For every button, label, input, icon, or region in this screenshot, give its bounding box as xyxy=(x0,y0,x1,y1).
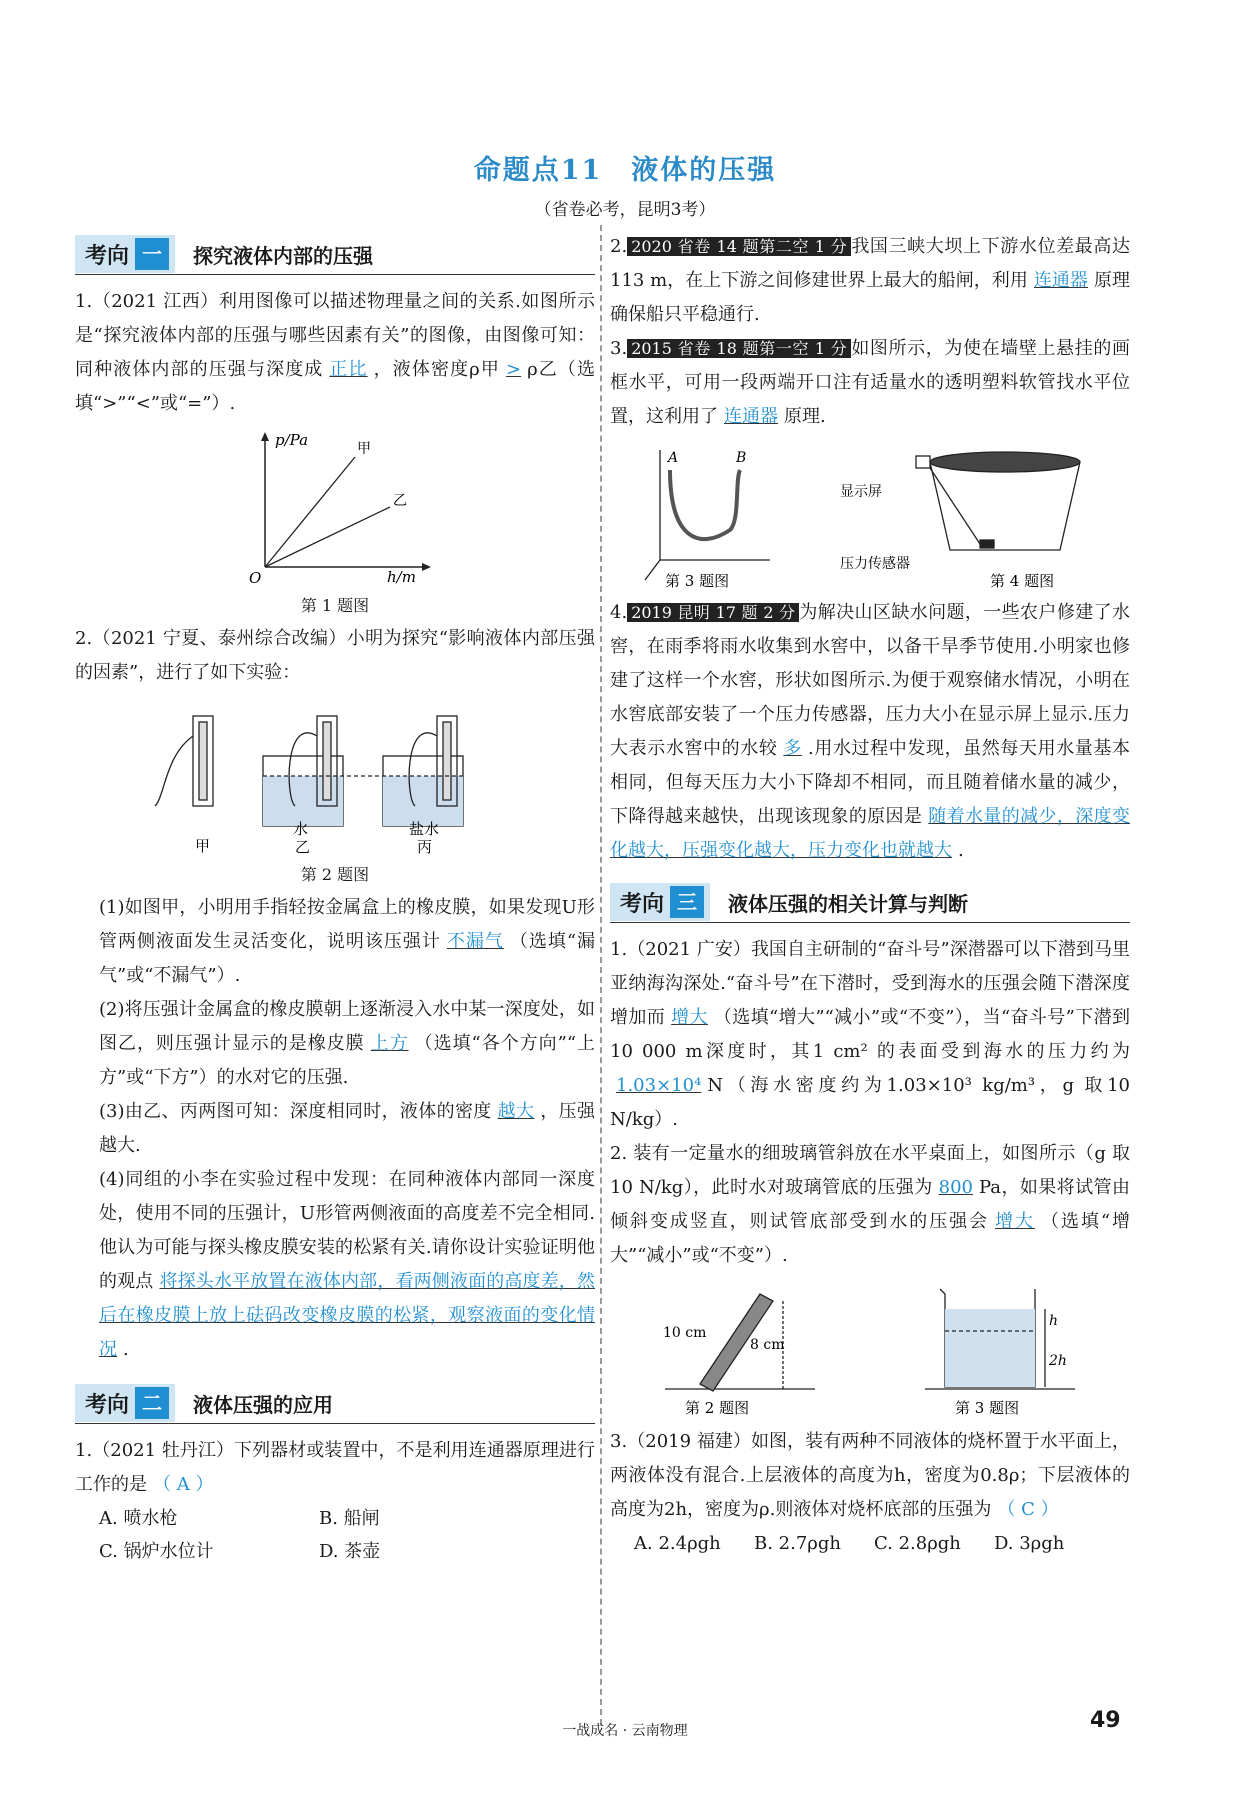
length-label: 10 cm xyxy=(663,1325,707,1341)
page-number: 49 xyxy=(1090,1708,1121,1733)
sensor-label: 压力传感器 xyxy=(840,556,910,572)
answer: > xyxy=(505,359,522,380)
section-header-3 xyxy=(610,882,1130,923)
label-a: A xyxy=(668,450,679,466)
question-3: 1.（2021 牡丹江）下列器材或装置中，不是利用连通器原理进行工作的是 （ A ） xyxy=(75,1440,595,1495)
question-2-part-3: (3)由乙、丙两图可知：深度相同时，液体的密度 越大 ，压强越大. xyxy=(99,1101,596,1156)
x-axis-label: h/m xyxy=(387,568,416,586)
options-row xyxy=(75,1502,595,1535)
answer: 正比 xyxy=(329,359,368,380)
fig-label-c: 丙 xyxy=(417,838,433,856)
answer: （ C ） xyxy=(997,1499,1059,1520)
option-d: D. 3ρgh xyxy=(994,1533,1065,1554)
figure-2 xyxy=(75,696,595,856)
screen-label: 显示屏 xyxy=(840,484,882,500)
answer: 不漏气 xyxy=(446,931,504,952)
figure-caption: 第 3 题图 xyxy=(955,1399,1020,1417)
calc-question-2: 2. 装有一定量水的细玻璃管斜放在水平桌面上，如图所示（g 取10 N/kg），此时水对玻璃管底的压强为 800 Pa，如果将试管由倾斜变成竖直，则试管底部受到水的压强会 增大 （选填“增大”“减小”或“不变”）. xyxy=(610,1143,1131,1266)
section-badge: 考向 三 xyxy=(610,883,710,921)
fig-label-water: 水 xyxy=(293,820,309,838)
pressure-depth-graph xyxy=(235,427,435,587)
question-2-part-1: (1)如图甲，小明用手指轻按金属盒上的橡皮膜，如果发现U形管两侧液面发生灵活变化，说明该压强计 不漏气 （选填“漏气”或“不漏气”）. xyxy=(99,897,596,986)
pressure-gauge-figure xyxy=(145,696,525,856)
fig-label-a: 甲 xyxy=(195,837,211,855)
right-question-2: 2. 2020 省卷 14 题第二空 1 分 我国三峡大坝上下游水位差最高达113 m，在上下游之间修建世界上最大的船闸，利用 连通器 原理确保船只平稳通行. xyxy=(610,236,1131,325)
figure-caption: 第 4 题图 xyxy=(990,572,1055,590)
answer: 越大 xyxy=(497,1101,535,1122)
options-row xyxy=(610,1527,1130,1560)
option-b: B. 2.7ρgh xyxy=(754,1533,841,1554)
answer: 连通器 xyxy=(1033,270,1088,291)
options-row xyxy=(75,1535,595,1568)
height-label: 8 cm xyxy=(750,1337,785,1353)
option-b: B. 船闸 xyxy=(319,1508,380,1529)
answer: 将探头水平放置在液体内部，看两侧液面的高度差，然后在橡皮膜上放上砝码改变橡皮膜的松紧，观察液面的变化情况 xyxy=(99,1271,596,1360)
answer: 增大 xyxy=(671,1007,708,1028)
origin-label: O xyxy=(249,569,262,587)
answer: 1.03×10⁴ xyxy=(616,1075,702,1096)
section-badge: 考向 一 xyxy=(75,235,175,273)
footer-text: 一战成名 · 云南物理 xyxy=(562,1723,688,1739)
figure-caption: 第 1 题图 xyxy=(300,596,370,615)
option-c: C. 锅炉水位计 xyxy=(99,1541,214,1562)
answer: 上方 xyxy=(370,1033,409,1054)
figure-1 xyxy=(75,427,595,587)
figure-3-4 xyxy=(610,440,1130,590)
question-2-part-2: (2)将压强计金属盒的橡皮膜朝上逐渐浸入水中某一深度处，如图乙，则压强计显示的是橡皮膜 上方 （选填“各个方向”“上方”或“下方”）的水对它的压强. xyxy=(99,999,596,1088)
line-a-label: 甲 xyxy=(357,441,371,457)
page-subtitle: （省卷必考，昆明3考） xyxy=(534,200,716,220)
y-axis-label: p/Pa xyxy=(275,431,309,449)
left-column xyxy=(75,230,595,1568)
figure-caption: 第 2 题图 xyxy=(300,865,370,884)
2h-label: 2h xyxy=(1049,1353,1067,1369)
option-c: C. 2.8ρgh xyxy=(874,1533,961,1554)
page-title: 命题点11 液体的压强 xyxy=(473,155,777,186)
option-d: D. 茶壶 xyxy=(319,1541,381,1562)
right-question-3: 3. 2015 省卷 18 题第一空 1 分 如图所示，为使在墙壁上悬挂的画框水平，可用一段两端开口注有适量水的透明塑料软管找水平位置，这利用了 连通器 原理. xyxy=(610,338,1130,427)
figure-caption: 第 2 题图 xyxy=(685,1399,750,1417)
label-b: B xyxy=(736,450,747,466)
calc-question-1: 1.（2021 广安）我国自主研制的“奋斗号”深潜器可以下潜到马里亚纳海沟深处.“奋斗号”在下潜时，受到海水的压强会随下潜深度增加而 增大 （选填“增大”“减小”或“不变”），当“奋斗号”下潜到10 000 m深度时，其1 cm² 的表面受到海水的压力约为1.03×10⁴ N（海水密度约为1.03×10³ kg/m³，g 取10 N/kg）. xyxy=(610,939,1131,1130)
question-2: 2.（2021 宁夏、泰州综合改编）小明为探究“影响液体内部压强的因素”，进行了如下实验： xyxy=(75,628,595,683)
calc-question-3: 3.（2019 福建）如图，装有两种不同液体的烧杯置于水平面上，两液体没有混合.上层液体的高度为h，密度为0.8ρ；下层液体的高度为2h，密度为ρ.则液体对烧杯底部的压强为 （ C ） xyxy=(610,1431,1130,1520)
source-tag: 2019 昆明 17 题 2 分 xyxy=(627,603,799,622)
section-title: 液体压强的相关计算与判断 xyxy=(728,891,969,916)
figure-calc xyxy=(610,1279,1130,1419)
right-question-4: 4. 2019 昆明 17 题 2 分 为解决山区缺水问题，一些农户修建了水窖，在雨季将雨水收集到水窖中，以备干旱季节使用.小明家也修建了这样一个水窖，形状如图所示.为便于观察储水情况，小明在水窖底部安装了一个压力传感器，压力大小在显示屏上显示.压力大表示水窖中的水较 多 .用水过程中发现，虽然每天用水量基本相同，但每天压力大小下降却不相同，而且随着储水量的减少，下降得越来越快，出现该现象的原因是 随着水量的减少，深度变化越大，压强变化越大，压力变化也就越大 . xyxy=(610,602,1130,861)
line-b-label: 乙 xyxy=(393,493,407,509)
option-a: A. 2.4ρgh xyxy=(634,1533,721,1554)
source-tag: 2015 省卷 18 题第一空 1 分 xyxy=(627,339,851,358)
question-1: 1.（2021 江西）利用图像可以描述物理量之间的关系.如图所示是“探究液体内部的压强与哪些因素有关”的图像，由图像可知：同种液体内部的压强与深度成 正比 ，液体密度ρ甲 > ρ乙（选填“>”“<”或“=”）. xyxy=(75,291,595,414)
answer: 连通器 xyxy=(724,406,778,427)
question-2-part-4: (4)同组的小李在实验过程中发现：在同种液体内部同一深度处，使用不同的压强计，U形管两侧液面的高度差不完全相同.他认为可能与探头橡皮膜安装的松紧有关.请你设计实验证明他的观点 将探头水平放置在液体内部，看两侧液面的高度差，然后在橡皮膜上放上砝码改变橡皮膜的松紧，观察液面的变化情况 . xyxy=(99,1169,596,1360)
section-header-2 xyxy=(75,1383,595,1424)
column-divider xyxy=(600,225,602,1725)
answer: 随着水量的减少，深度变化越大，压强变化越大，压力变化也就越大 xyxy=(610,806,1130,861)
answer: 多 xyxy=(783,738,803,759)
fig-label-b: 乙 xyxy=(295,838,311,856)
section-header-1 xyxy=(75,234,595,275)
hose-figure xyxy=(640,440,780,590)
figure-caption: 第 3 题图 xyxy=(665,572,730,590)
section-title: 探究液体内部的压强 xyxy=(193,243,374,268)
section-title: 液体压强的应用 xyxy=(193,1392,334,1417)
answer: （ A ） xyxy=(153,1474,214,1495)
section-badge: 考向 二 xyxy=(75,1384,175,1422)
beaker-figure xyxy=(915,1279,1085,1419)
fig-label-salt: 盐水 xyxy=(409,820,440,838)
answer: 增大 xyxy=(995,1211,1035,1232)
right-column xyxy=(610,230,1130,1560)
option-a: A. 喷水枪 xyxy=(99,1508,178,1529)
answer: 800 xyxy=(938,1177,973,1198)
h-label: h xyxy=(1049,1313,1059,1329)
tilted-tube-figure xyxy=(655,1279,825,1419)
source-tag: 2020 省卷 14 题第二空 1 分 xyxy=(627,237,851,256)
water-cellar-figure xyxy=(840,440,1100,590)
